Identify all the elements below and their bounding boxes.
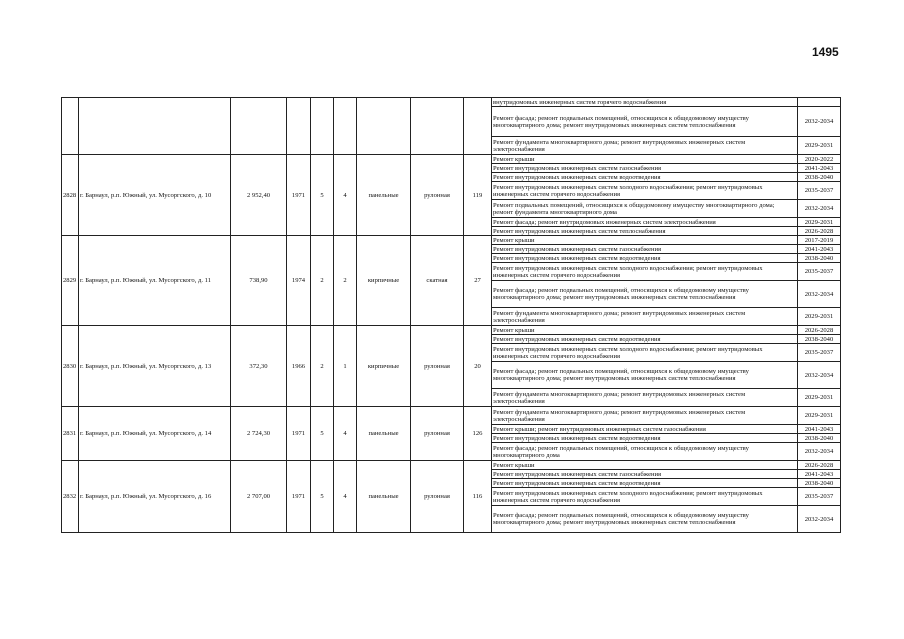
work-cell: Ремонт внутридомовых инженерных систем холодного водоснабжения; ремонт внутридомовых инженерных систем горячего водоснабжения [492,263,798,281]
period-cell: 2032-2034 [798,281,841,308]
entrances-cell: 4 [334,461,357,533]
area-cell: 2 707,00 [231,461,287,533]
work-cell: Ремонт внутридомовых инженерных систем водоотведения [492,479,798,488]
address-cell: г. Барнаул, р.п. Южный, ул. Мусоргского, д. 11 [79,236,231,326]
repair-schedule-table [61,97,841,533]
period-cell: 2035-2037 [798,488,841,506]
work-cell: Ремонт крыши [492,155,798,164]
period-cell: 2032-2034 [798,443,841,461]
building-number-cell: 2832 [62,461,79,533]
address-cell: г. Барнаул, р.п. Южный, ул. Мусоргского, д. 14 [79,407,231,461]
floors-cell: 2 [311,236,334,326]
work-cell: Ремонт фундамента многоквартирного дома; ремонт внутридомовых инженерных систем электроснабжения [492,389,798,407]
period-cell: 2038-2040 [798,479,841,488]
floors-cell: 5 [311,155,334,236]
wall-material-cell: панельные [357,155,411,236]
period-cell: 2035-2037 [798,263,841,281]
address-cell: г. Барнаул, р.п. Южный, ул. Мусоргского, д. 10 [79,155,231,236]
page-number: 1495 [812,45,839,59]
year-cell: 1974 [287,236,311,326]
period-cell: 2035-2037 [798,182,841,200]
period-cell: 2038-2040 [798,173,841,182]
table-row [62,326,841,335]
period-cell: 2038-2040 [798,335,841,344]
work-cell: Ремонт внутридомовых инженерных систем газоснабжения [492,470,798,479]
entrances-cell: 4 [334,155,357,236]
count-cell: 116 [464,461,492,533]
wall-material-cell: панельные [357,461,411,533]
work-cell: Ремонт внутридомовых инженерных систем газоснабжения [492,164,798,173]
work-cell: Ремонт фасада; ремонт подвальных помещений, относящихся к общедомовому имуществу многоквартирного дома; ремонт внутридомовых инженерных систем теплоснабжения [492,281,798,308]
work-cell: Ремонт фасада; ремонт внутридомовых инженерных систем электроснабжения [492,218,798,227]
work-cell: Ремонт внутридомовых инженерных систем теплоснабжения [492,227,798,236]
area-cell: 372,30 [231,326,287,407]
period-cell: 2041-2043 [798,245,841,254]
table-row [62,155,841,164]
count-cell: 119 [464,155,492,236]
period-cell: 2026-2028 [798,461,841,470]
entrances-cell: 1 [334,326,357,407]
work-cell: Ремонт внутридомовых инженерных систем холодного водоснабжения; ремонт внутридомовых инженерных систем горячего водоснабжения [492,182,798,200]
period-cell [798,98,841,107]
area-cell: 738,90 [231,236,287,326]
building-number-cell: 2828 [62,155,79,236]
work-cell: Ремонт внутридомовых инженерных систем водоотведения [492,434,798,443]
period-cell: 2029-2031 [798,308,841,326]
year-cell [287,98,311,155]
roof-type-cell: рулонная [411,326,464,407]
address-cell: г. Барнаул, р.п. Южный, ул. Мусоргского, д. 16 [79,461,231,533]
period-cell: 2029-2031 [798,218,841,227]
entrances-cell: 4 [334,407,357,461]
area-cell: 2 952,40 [231,155,287,236]
period-cell: 2026-2028 [798,227,841,236]
floors-cell [311,98,334,155]
work-cell: Ремонт крыши [492,461,798,470]
work-cell: Ремонт крыши [492,326,798,335]
period-cell: 2038-2040 [798,434,841,443]
wall-material-cell: панельные [357,407,411,461]
building-number-cell: 2831 [62,407,79,461]
work-cell: Ремонт фасада; ремонт подвальных помещений, относящихся к общедомовому имуществу многоквартирного дома [492,443,798,461]
area-cell: 2 724,30 [231,407,287,461]
count-cell: 126 [464,407,492,461]
area-cell [231,98,287,155]
work-cell: Ремонт внутридомовых инженерных систем холодного водоснабжения; ремонт внутридомовых инженерных систем горячего водоснабжения [492,488,798,506]
period-cell: 2032-2034 [798,362,841,389]
work-cell: Ремонт фундамента многоквартирного дома; ремонт внутридомовых инженерных систем электроснабжения [492,308,798,326]
period-cell: 2041-2043 [798,164,841,173]
work-cell: внутридомовых инженерных систем горячего водоснабжения [492,98,798,107]
building-number-cell: 2829 [62,236,79,326]
building-number-cell: 2830 [62,326,79,407]
table-row [62,236,841,245]
wall-material-cell [357,98,411,155]
work-cell: Ремонт фундамента многоквартирного дома; ремонт внутридомовых инженерных систем электроснабжения [492,407,798,425]
period-cell: 2026-2028 [798,326,841,335]
year-cell: 1966 [287,326,311,407]
work-cell: Ремонт внутридомовых инженерных систем газоснабжения [492,245,798,254]
work-cell: Ремонт фасада; ремонт подвальных помещений, относящихся к общедомовому имуществу многоквартирного дома; ремонт внутридомовых инженерных систем теплоснабжения [492,362,798,389]
period-cell: 2020-2022 [798,155,841,164]
count-cell [464,98,492,155]
count-cell: 27 [464,236,492,326]
period-cell: 2029-2031 [798,407,841,425]
floors-cell: 5 [311,407,334,461]
table-row [62,461,841,470]
work-cell: Ремонт фасада; ремонт подвальных помещений, относящихся к общедомовому имуществу многоквартирного дома; ремонт внутридомовых инженерных систем теплоснабжения [492,506,798,533]
period-cell: 2032-2034 [798,506,841,533]
roof-type-cell: скатная [411,236,464,326]
period-cell: 2032-2034 [798,200,841,218]
work-cell: Ремонт фундамента многоквартирного дома; ремонт внутридомовых инженерных систем электроснабжения [492,137,798,155]
table-row [62,407,841,425]
year-cell: 1971 [287,407,311,461]
table-body [62,98,841,533]
period-cell: 2029-2031 [798,137,841,155]
period-cell: 2029-2031 [798,389,841,407]
roof-type-cell: рулонная [411,461,464,533]
work-cell: Ремонт крыши; ремонт внутридомовых инженерных систем газоснабжения [492,425,798,434]
wall-material-cell: кирпичные [357,326,411,407]
floors-cell: 5 [311,461,334,533]
roof-type-cell: рулонная [411,407,464,461]
work-cell: Ремонт фасада; ремонт подвальных помещений, относящихся к общедомовому имуществу многоквартирного дома; ремонт внутридомовых инженерных систем теплоснабжения [492,107,798,137]
period-cell: 2041-2043 [798,425,841,434]
work-cell: Ремонт внутридомовых инженерных систем водоотведения [492,254,798,263]
work-cell: Ремонт крыши [492,236,798,245]
count-cell: 20 [464,326,492,407]
work-cell: Ремонт внутридомовых инженерных систем водоотведения [492,173,798,182]
roof-type-cell: рулонная [411,155,464,236]
period-cell: 2032-2034 [798,107,841,137]
work-cell: Ремонт подвальных помещений, относящихся к общедомовому имуществу многоквартирного дома; ремонт фундамента многоквартирного дома [492,200,798,218]
period-cell: 2035-2037 [798,344,841,362]
num-cell [62,98,79,155]
period-cell: 2017-2019 [798,236,841,245]
entrances-cell: 2 [334,236,357,326]
entrances-cell [334,98,357,155]
address-cell: г. Барнаул, р.п. Южный, ул. Мусоргского, д. 13 [79,326,231,407]
period-cell: 2041-2043 [798,470,841,479]
work-cell: Ремонт внутридомовых инженерных систем водоотведения [492,335,798,344]
wall-material-cell: кирпичные [357,236,411,326]
work-cell: Ремонт внутридомовых инженерных систем холодного водоснабжения; ремонт внутридомовых инженерных систем горячего водоснабжения [492,344,798,362]
floors-cell: 2 [311,326,334,407]
address-cell [79,98,231,155]
roof-type-cell [411,98,464,155]
period-cell: 2038-2040 [798,254,841,263]
year-cell: 1971 [287,461,311,533]
table-row [62,98,841,107]
year-cell: 1971 [287,155,311,236]
